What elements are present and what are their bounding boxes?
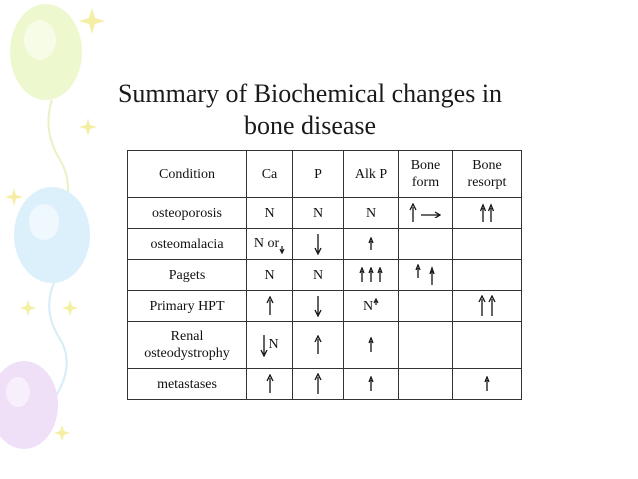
up-arrow-icon [373, 298, 379, 314]
alk-p-cell: N [344, 291, 399, 322]
ca-cell [247, 291, 293, 322]
bone-form-cell [399, 369, 453, 400]
p-cell [293, 322, 344, 369]
up-arrow-icon [314, 373, 322, 395]
ca-cell: N or [247, 229, 293, 260]
condition-cell: osteomalacia [128, 229, 247, 260]
double-up-arrow-icon [479, 203, 495, 223]
down-arrow-icon [314, 233, 322, 255]
ca-cell: N [247, 260, 293, 291]
down-arrow-icon [279, 234, 285, 254]
table-row-osteoporosis [128, 198, 522, 229]
bone-resorpt-cell [453, 260, 522, 291]
bone-form-cell [399, 291, 453, 322]
table-row-osteomalacia [128, 229, 522, 260]
condition-cell: osteoporosis [128, 198, 247, 229]
ca-cell: N [247, 198, 293, 229]
header-condition: Condition [128, 151, 247, 198]
table-header-row [128, 151, 522, 198]
up-arrow-icon [484, 376, 490, 392]
biochemical-changes-table [127, 150, 522, 400]
up-arrow-icon [409, 203, 417, 223]
p-cell [293, 229, 344, 260]
bone-form-cell [399, 322, 453, 369]
alk-p-cell [344, 369, 399, 400]
double-up-arrow-icon [414, 264, 438, 286]
title-line-2: bone disease [243, 111, 377, 140]
up-arrow-icon [266, 374, 274, 394]
header-bone-resorpt: Bone resorpt [453, 151, 522, 198]
up-arrow-icon [368, 237, 374, 251]
bone-form-cell [399, 198, 453, 229]
p-cell: N [293, 198, 344, 229]
alk-p-cell [344, 229, 399, 260]
p-cell [293, 291, 344, 322]
table-row-renal-osteodystrophy [128, 322, 522, 369]
header-alk-p: Alk P [344, 151, 399, 198]
slide-title [60, 78, 560, 142]
ca-cell: N [247, 322, 293, 369]
up-arrow-icon [368, 337, 374, 353]
double-up-arrow-icon [477, 295, 497, 317]
bone-resorpt-cell [453, 291, 522, 322]
bone-resorpt-cell [453, 229, 522, 260]
up-arrow-icon [266, 296, 274, 316]
bone-form-cell [399, 260, 453, 291]
purple-balloon-icon [0, 361, 58, 449]
p-cell [293, 369, 344, 400]
triple-up-arrow-icon [358, 267, 384, 283]
alk-p-cell [344, 322, 399, 369]
up-arrow-icon [368, 376, 374, 392]
up-arrow-icon [314, 335, 322, 355]
header-ca: Ca [247, 151, 293, 198]
alk-p-cell [344, 260, 399, 291]
header-bone-form: Bone form [399, 151, 453, 198]
condition-cell: Pagets [128, 260, 247, 291]
bone-resorpt-cell [453, 369, 522, 400]
condition-cell: metastases [128, 369, 247, 400]
right-arrow-icon [420, 208, 442, 218]
ca-cell [247, 369, 293, 400]
title-line-1: Summary of Biochemical changes in [117, 79, 503, 108]
bone-resorpt-cell [453, 198, 522, 229]
table-row-primary-hpt [128, 291, 522, 322]
condition-cell: Renal osteodystrophy [128, 322, 247, 369]
bone-form-cell [399, 229, 453, 260]
table-row-metastases [128, 369, 522, 400]
bone-resorpt-cell [453, 322, 522, 369]
p-cell: N [293, 260, 344, 291]
table-row-pagets [128, 260, 522, 291]
condition-cell: Primary HPT [128, 291, 247, 322]
down-arrow-icon [314, 295, 322, 317]
alk-p-cell: N [344, 198, 399, 229]
header-p: P [293, 151, 344, 198]
